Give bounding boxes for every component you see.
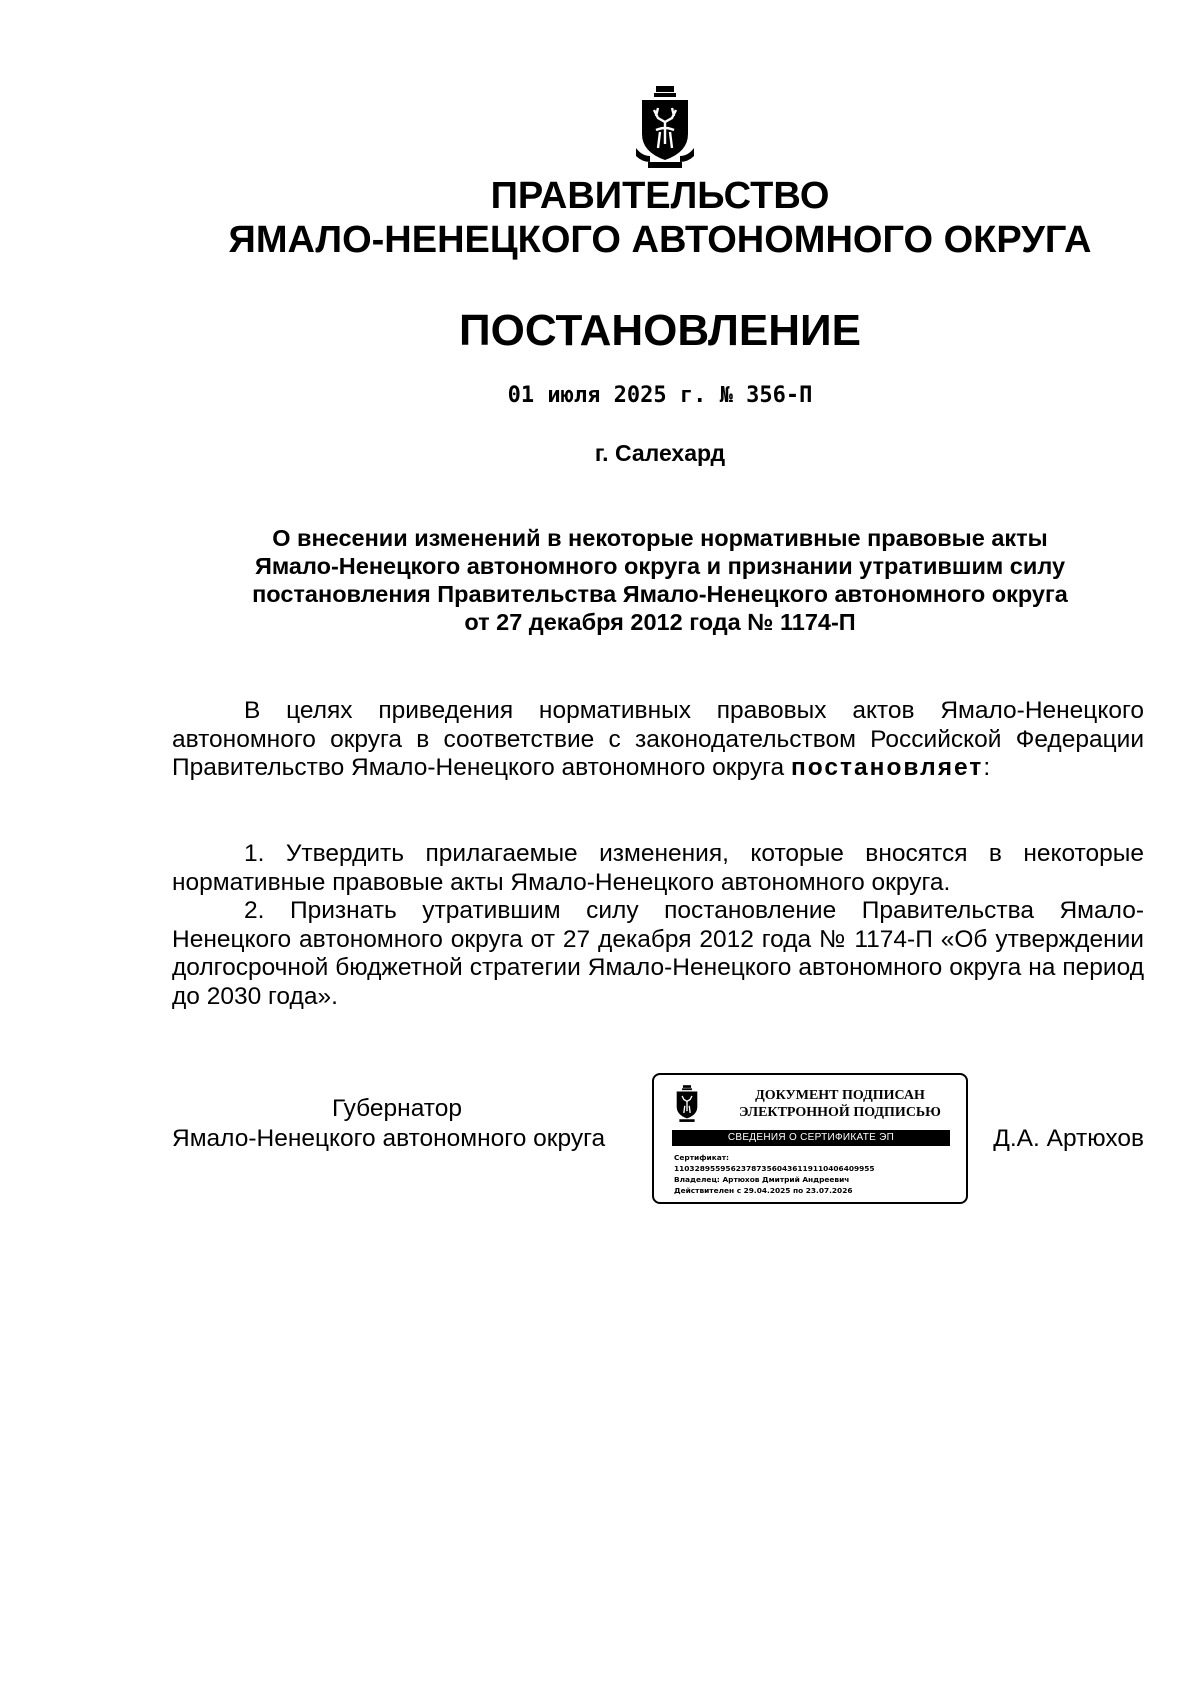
decree-item-2: 2. Признать утратившим силу постановление Правительства Ямало-Ненецкого автономного округа от 27 декабря 2012 года № 1174-П «Об утверждении долгосрочной бюджетной стратегии Ямало-Ненецкого автономного округа на период до 2030 года». bbox=[172, 897, 1144, 1010]
electronic-signature-stamp bbox=[652, 1073, 968, 1204]
certificate-details bbox=[674, 1152, 954, 1196]
date-and-number: 01 июля 2025 г. № 356-П bbox=[507, 383, 813, 408]
city: г. Салехард bbox=[594, 440, 726, 466]
preamble-text: В целях приведения нормативных правовых актов Ямало-Ненецкого автономного округа в соответствие с законодательством Российской Федерации Правительство Ямало-Ненецкого автономного округа bbox=[172, 697, 1144, 781]
title-line: постановления Правительства Ямало-Ненецкого автономного округа bbox=[252, 581, 1068, 607]
certificate-info-bar: СВЕДЕНИЯ О СЕРТИФИКАТЕ ЭП bbox=[672, 1130, 950, 1146]
certificate-label: Сертификат: bbox=[674, 1153, 729, 1162]
position-title: Губернатор bbox=[332, 1095, 462, 1122]
stamp-heading-line: ДОКУМЕНТ ПОДПИСАН bbox=[755, 1088, 925, 1103]
position-region: Ямало-Ненецкого автономного округа bbox=[172, 1125, 606, 1152]
signatory-position bbox=[172, 1094, 642, 1154]
certificate-validity: Действителен с 29.04.2025 по 23.07.2026 bbox=[674, 1186, 853, 1195]
preamble-paragraph bbox=[172, 697, 1144, 783]
document-title bbox=[160, 524, 1160, 636]
decree-colon: : bbox=[983, 754, 991, 781]
document-type: ПОСТАНОВЛЕНИЕ bbox=[458, 306, 862, 355]
certificate-owner: Владелец: Артюхов Дмитрий Андреевич bbox=[674, 1175, 850, 1184]
organization-name-line1: ПРАВИТЕЛЬСТВО bbox=[490, 175, 830, 217]
decree-word: постановляет bbox=[790, 754, 984, 781]
coat-of-arms-icon bbox=[636, 86, 694, 170]
signatory-name: Д.А. Артюхов bbox=[993, 1125, 1144, 1152]
title-line: О внесении изменений в некоторые нормативные правовые акты bbox=[272, 525, 1048, 551]
certificate-number: 110328955956237873560436119110406409955 bbox=[674, 1164, 875, 1173]
title-line: от 27 декабря 2012 года № 1174-П bbox=[464, 609, 856, 635]
organization-name-line2: ЯМАЛО-НЕНЕЦКОГО АВТОНОМНОГО ОКРУГА bbox=[228, 219, 1092, 261]
coat-of-arms-icon bbox=[674, 1085, 700, 1123]
stamp-heading bbox=[720, 1087, 960, 1121]
stamp-heading-line: ЭЛЕКТРОННОЙ ПОДПИСЬЮ bbox=[739, 1105, 941, 1120]
title-line: Ямало-Ненецкого автономного округа и признании утратившим силу bbox=[254, 553, 1066, 579]
decree-item-1: 1. Утвердить прилагаемые изменения, которые вносятся в некоторые нормативные правовые акты Ямало-Ненецкого автономного округа. bbox=[172, 840, 1144, 896]
